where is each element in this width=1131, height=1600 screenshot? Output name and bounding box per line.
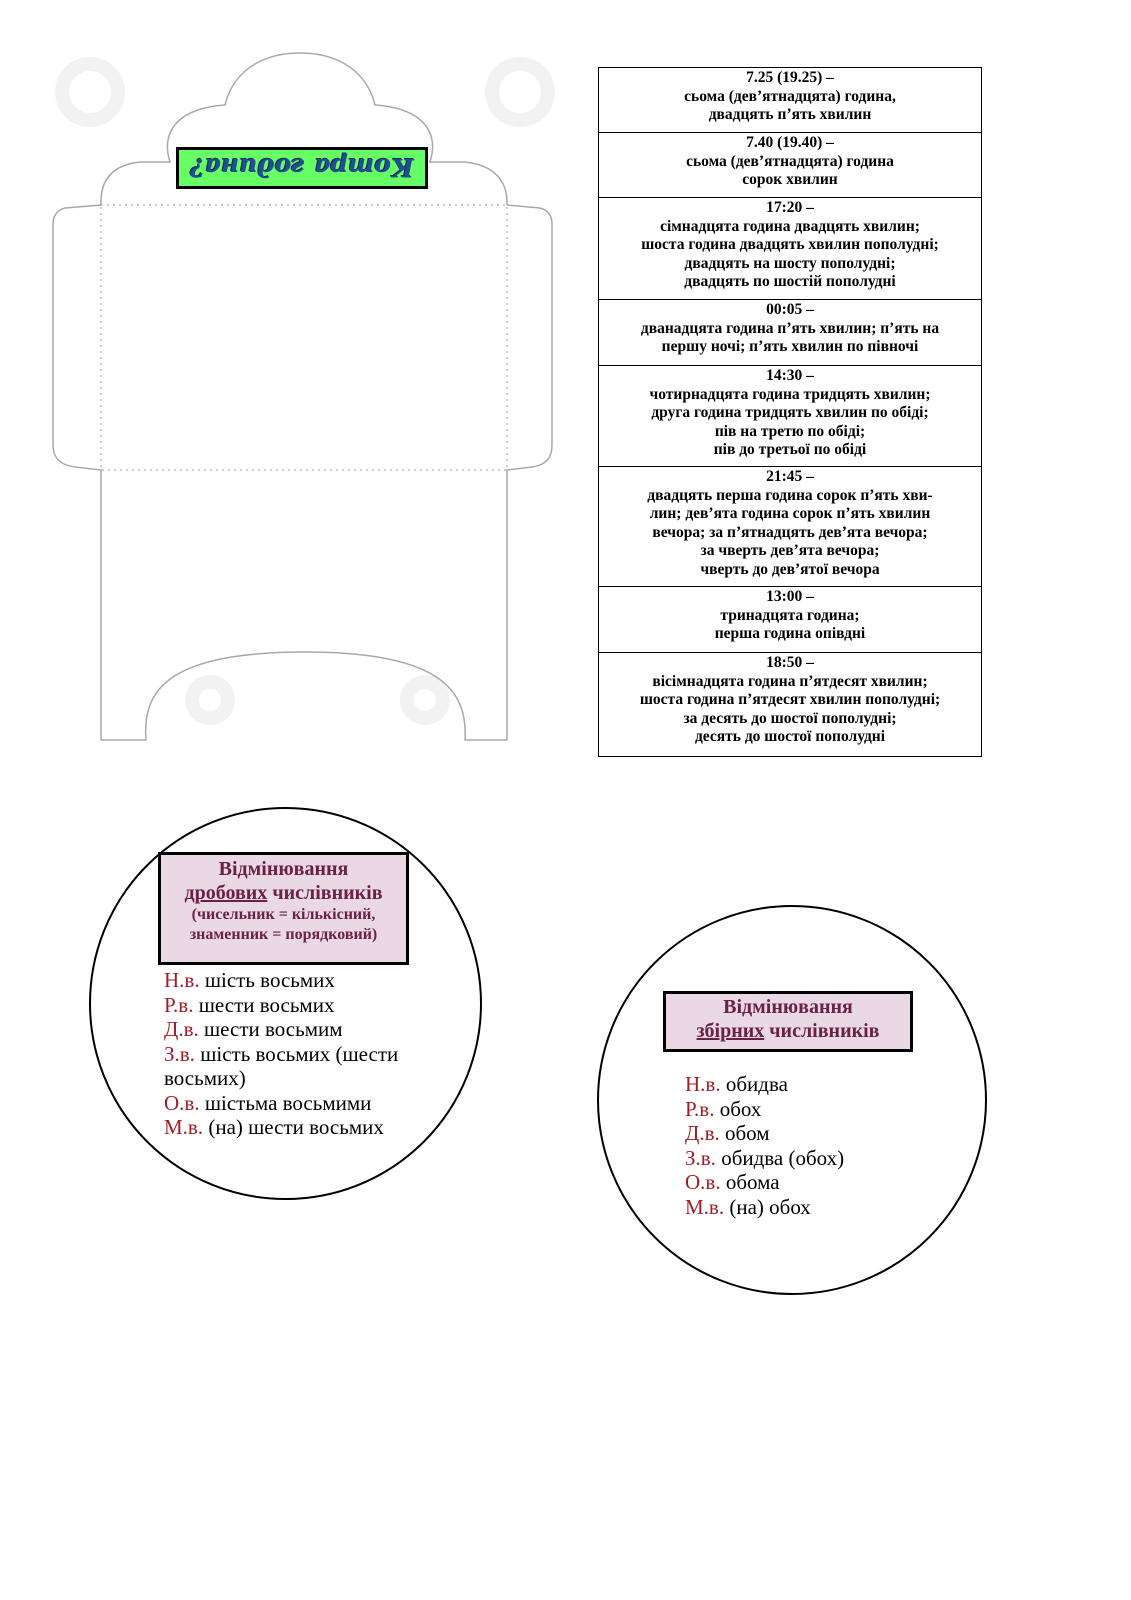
collective-cases-list (685, 1072, 945, 1219)
collective-title-underlined: збірних (696, 1020, 765, 1042)
case-row (685, 1121, 945, 1146)
time-value: 14:30 – (766, 367, 814, 384)
time-value: 7.25 (19.25) – (746, 69, 834, 86)
case-row (164, 1017, 429, 1042)
fractional-title-underlined: дробових (184, 882, 268, 904)
case-form: обох (714, 1096, 762, 1121)
case-row (164, 1042, 429, 1091)
time-value: 00:05 – (766, 301, 814, 318)
case-abbr: Н.в. (685, 1072, 721, 1096)
case-form: обом (719, 1121, 770, 1145)
collective-title-rest: числівників (764, 1020, 880, 1042)
fractional-title-line2 (161, 881, 406, 905)
collective-title-line2 (666, 1019, 910, 1043)
time-value: 21:45 – (766, 468, 814, 485)
case-form: шість восьмих (шести восьмих) (164, 1041, 399, 1090)
table-row (599, 653, 982, 757)
time-description: тринадцята година; перша година опівдні (714, 606, 866, 643)
table-row (599, 587, 982, 653)
case-abbr: Р.в. (685, 1096, 715, 1121)
case-row (164, 1091, 429, 1116)
time-description: сьома (дев’ятнадцята) година, двадцять п’ять хвилин (684, 87, 896, 124)
case-abbr: Д.в. (685, 1121, 720, 1145)
table-row (599, 133, 982, 198)
case-form: шести восьмим (198, 1017, 343, 1041)
time-value: 17:20 – (766, 199, 814, 216)
case-row (164, 968, 429, 993)
time-value: 13:00 – (766, 588, 814, 605)
case-abbr: Д.в. (164, 1017, 199, 1041)
envelope-template (0, 0, 560, 750)
case-abbr: М.в. (164, 1115, 204, 1139)
collective-title-line1: Відмінювання (723, 996, 853, 1018)
case-row (164, 993, 429, 1018)
fold-lines (101, 205, 507, 470)
case-abbr: М.в. (685, 1194, 725, 1219)
case-form: шістьма восьмими (199, 1090, 372, 1115)
time-value: 18:50 – (766, 654, 814, 671)
time-description: чотирнадцята година тридцять хвилин; друга година тридцять хвилин по обіді; пів на третю по обіді; пів до третьої по обіді (649, 385, 931, 459)
case-abbr: Н.в. (164, 968, 200, 992)
case-abbr: О.в. (685, 1170, 721, 1194)
fractional-title-line1: Відмінювання (218, 858, 349, 880)
case-form: шести восьмих (193, 992, 335, 1017)
case-abbr: З.в. (685, 1145, 716, 1170)
case-form: обома (720, 1170, 780, 1194)
case-row (685, 1170, 945, 1195)
table-row (599, 366, 982, 467)
case-form: обидва (720, 1072, 788, 1096)
time-description: сімнадцята година двадцять хвилин; шоста година двадцять хвилин пополудні; двадцять на шосту пополудні; двадцять по шостій пополудні (641, 217, 939, 291)
table-row (599, 467, 982, 587)
case-row (685, 1146, 945, 1171)
case-form: (на) шести восьмих (203, 1115, 384, 1139)
case-row (685, 1097, 945, 1122)
case-form: обидва (обох) (715, 1145, 845, 1170)
case-row (164, 1115, 429, 1140)
collective-title-box (663, 991, 913, 1052)
table-row (599, 300, 982, 366)
time-description: сьома (дев’ятнадцята) година сорок хвилин (686, 152, 894, 189)
times-table (598, 67, 982, 757)
case-form: (на) обох (724, 1194, 811, 1219)
case-row (685, 1195, 945, 1220)
case-abbr: З.в. (164, 1041, 195, 1066)
fractional-cases-list (164, 968, 429, 1140)
time-description: двадцять перша година сорок п’ять хви- лин; дев’ята година сорок п’ять хвилин вечора; за п’ятнадцять дев’ята вечора; за чверть дев’ята вечора; чверть до дев’ятої вечора (647, 486, 933, 578)
time-description: дванадцята година п’ять хвилин; п’ять на першу ночі; п’ять хвилин по півночі (640, 319, 940, 356)
time-description: вісімнадцята година п’ятдесят хвилин; шоста година п’ятдесят хвилин пополудні; за десять до шостої пополудні; десять до шостої пополудні (639, 672, 941, 746)
case-form: шість восьмих (199, 968, 335, 992)
envelope-label: Котра година? (176, 147, 428, 189)
case-abbr: О.в. (164, 1090, 200, 1115)
time-value: 7.40 (19.40) – (746, 134, 834, 151)
fractional-title-box (158, 852, 409, 965)
table-row (599, 198, 982, 300)
fractional-title-rest: числівників (267, 882, 383, 904)
table-row (599, 68, 982, 133)
case-abbr: Р.в. (164, 992, 194, 1017)
fractional-subtitle: (чисельник = кількісний, знаменник = порядковий) (189, 906, 378, 943)
case-row (685, 1072, 945, 1097)
